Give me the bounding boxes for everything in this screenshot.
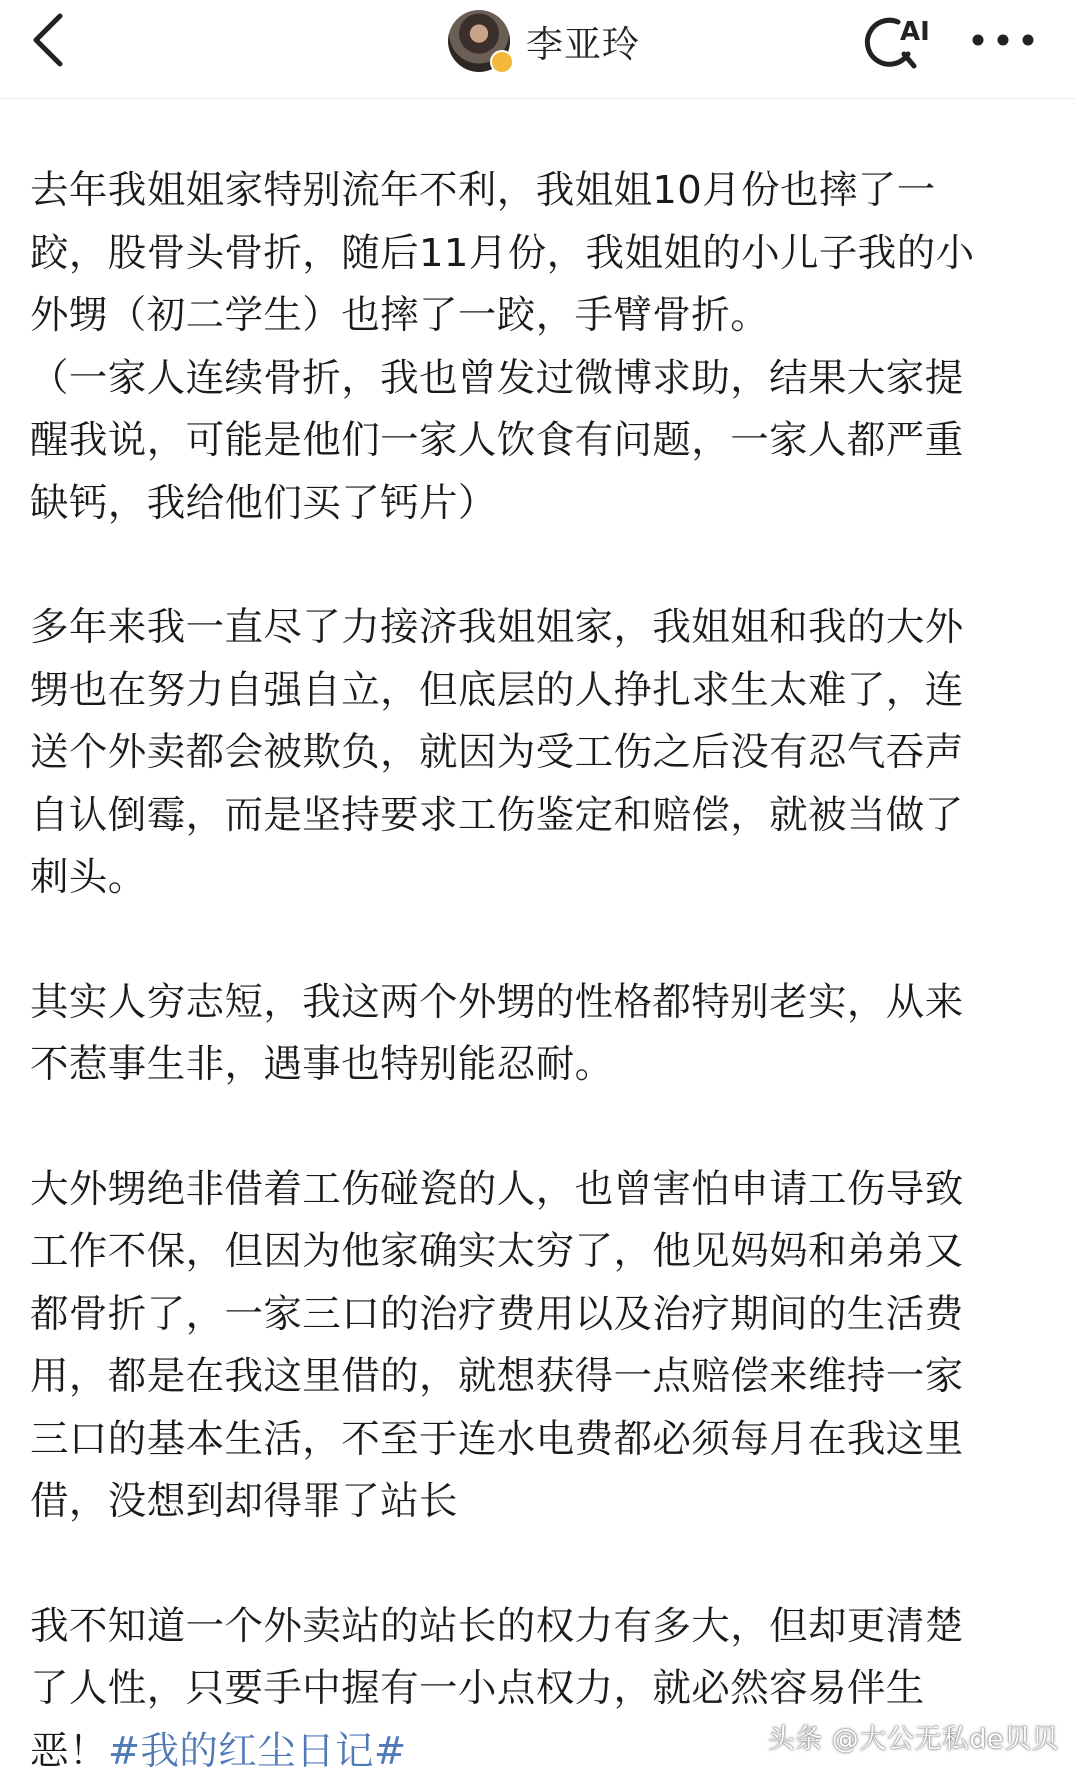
username[interactable]: 李亚玲: [526, 14, 640, 68]
post-paragraph-4: 大外甥绝非借着工伤碰瓷的人，也曾害怕申请工伤导致 工作不保，但因为他家确实太穷了，他见妈妈和弟弟又 都骨折了，一家三口的治疗费用以及治疗期间的生活费 用，都是在我这里借的，就想获得一点赔偿来维持一家 三口的基本生活，不至于连水电费都必须每月在我这里 借，没想到却得罪了站长: [30, 1159, 1020, 1534]
post-paragraph-5-text: 我不知道一个外卖站的站长的权力有多大，但却更清楚 了人性，只要手中握有一小点权力，就必然容易伴生 恶！: [30, 1604, 964, 1774]
top-navigation-bar: [0, 0, 1075, 99]
hashtag-link[interactable]: #我的红尘日记#: [108, 1729, 407, 1774]
ai-label: AI: [900, 17, 930, 47]
more-horizontal-icon: [966, 22, 1040, 58]
profile-header[interactable]: [448, 8, 640, 74]
watermark: 头条 @大公无私de贝贝: [768, 1717, 1059, 1756]
ai-search-button[interactable]: [860, 10, 932, 74]
chevron-left-icon: [26, 10, 86, 70]
avatar[interactable]: [448, 10, 510, 72]
post-paragraph-1: 去年我姐姐家特别流年不利，我姐姐10月份也摔了一 跤，股骨头骨折，随后11月份，我姐姐的小儿子我的小 外甥（初二学生）也摔了一跤，手臂骨折。 （一家人连续骨折，我也曾发过微博求助，结果大家提 醒我说，可能是他们一家人饮食有问题，一家人都严重 缺钙，我给他们买了钙片）: [30, 160, 1020, 535]
post-body: [30, 160, 1020, 1783]
more-options-button[interactable]: [966, 22, 1040, 58]
back-button[interactable]: [26, 10, 86, 70]
verified-badge-icon: [490, 50, 514, 74]
post-paragraph-3: 其实人穷志短，我这两个外甥的性格都特别老实，从来 不惹事生非，遇事也特别能忍耐。: [30, 972, 1020, 1097]
ai-search-icon: [860, 10, 932, 74]
post-paragraph-2: 多年来我一直尽了力接济我姐姐家，我姐姐和我的大外 甥也在努力自强自立，但底层的人挣扎求生太难了，连 送个外卖都会被欺负，就因为受工伤之后没有忍气吞声 自认倒霉，而是坚持要求工伤鉴定和赔偿，就被当做了 刺头。: [30, 597, 1020, 910]
